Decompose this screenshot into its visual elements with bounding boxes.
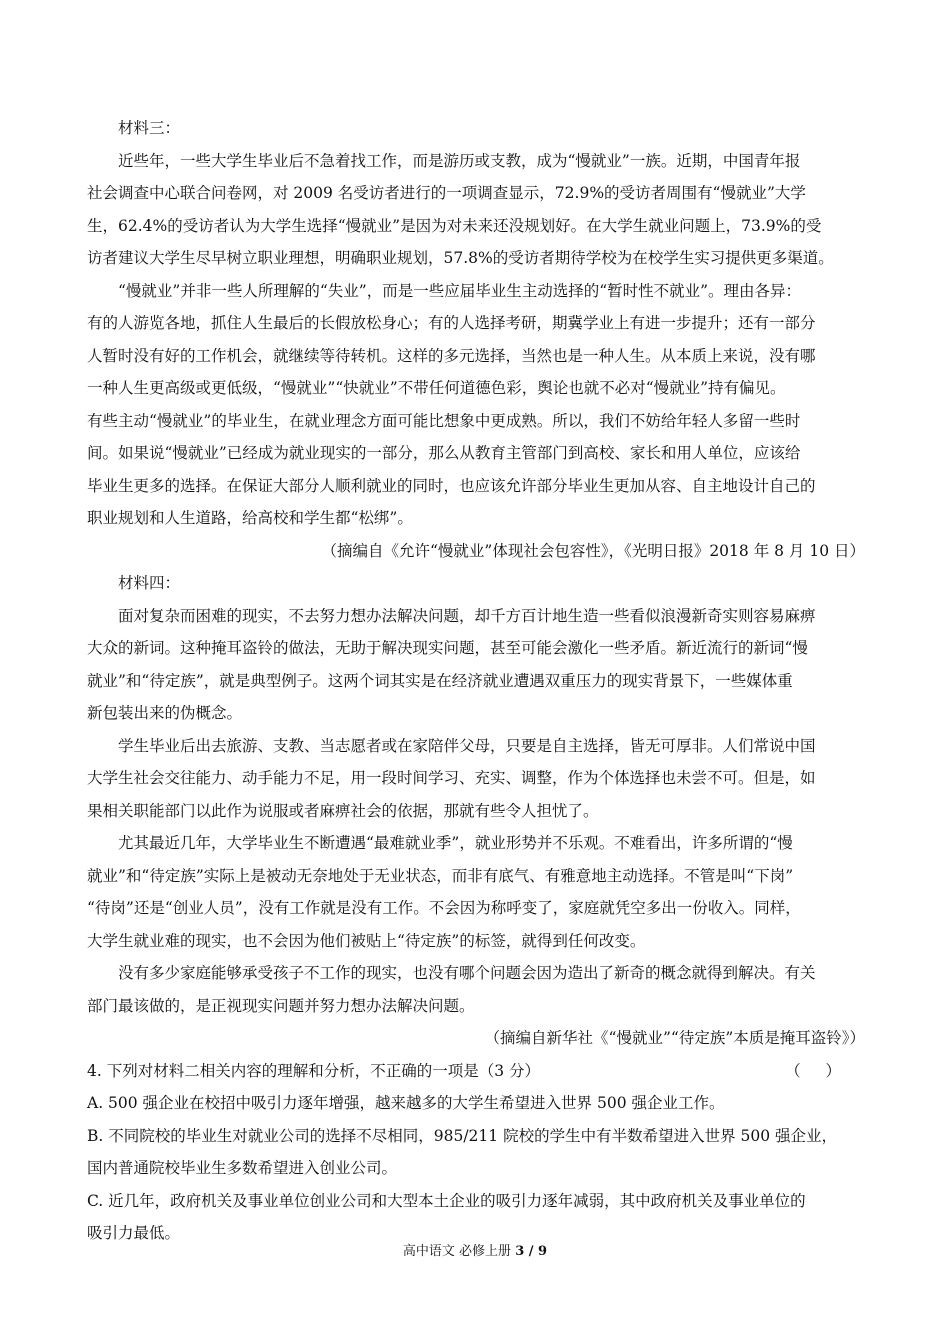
text-line: 吸引力最低。 [87, 1224, 181, 1242]
text-line: 社会调查中心联合问卷网，对 2009 名受访者进行的一项调查显示，72.9%的受访者周围有“慢就业”大学 [87, 184, 806, 202]
text-line: 没有多少家庭能够承受孩子不工作的现实，也没有哪个问题会因为造出了新奇的概念就得到解决。有关 [118, 964, 816, 982]
text-line: 访者建议大学生尽早树立职业理想，明确职业规划，57.8%的受访者期待学校为在校学生实习提供更多渠道。 [87, 249, 834, 267]
text-line: C. 近几年，政府机关及事业单位创业公司和大型本土企业的吸引力逐年减弱，其中政府机关及事业单位的 [87, 1191, 806, 1210]
material3-paragraph-2 [87, 275, 865, 535]
text-line: 职业规划和人生道路，给高校和学生都“松绑”。 [87, 509, 413, 527]
text-line: 尤其最近几年，大学毕业生不断遭遇“最难就业季”，就业形势并不乐观。不难看出，许多所谓的“慢 [118, 834, 793, 852]
footer-page-number: 3 / 9 [515, 1244, 548, 1259]
material4-source: （摘编自新华社《“慢就业”“待定族”本质是掩耳盗铃》） [484, 1029, 865, 1047]
material4-paragraph-4 [87, 957, 865, 1022]
page-footer [0, 1240, 950, 1259]
text-line: 近些年，一些大学生毕业后不急着找工作，而是游历或支教，成为“慢就业”一族。近期，中国青年报 [118, 151, 801, 170]
text-line: 大学生社会交往能力、动手能力不足，用一段时间学习、充实、调整，作为个体选择也未尝不可。但是，如 [87, 769, 816, 787]
text-line: “待岗”还是“创业人员”，没有工作就是没有工作。不会因为称呼变了，家庭就凭空多出一份收入。同样， [87, 899, 801, 917]
text-line: 国内普通院校毕业生多数希望进入创业公司。 [87, 1159, 398, 1177]
material4-paragraph-3 [87, 827, 865, 957]
option-b [87, 1120, 865, 1185]
question-4-stem-row [87, 1055, 865, 1088]
text-line: 有的人游览各地，抓住人生最后的长假放松身心；有的人选择考研，期冀学业上有进一步提升；还有一部分 [87, 314, 816, 332]
text-line: 面对复杂而困难的现实，不去努力想办法解决问题，却千方百计地生造一些看似浪漫新奇实则容易麻痹 [118, 606, 816, 625]
text-line: A. 500 强企业在校招中吸引力逐年增强，越来越多的大学生希望进入世界 500 强企业工作。 [87, 1094, 725, 1112]
text-line: 大众的新词。这种掩耳盗铃的做法，无助于解决现实问题，甚至可能会激化一些矛盾。新近流行的新词“慢 [87, 639, 808, 657]
text-line: 有些主动“慢就业”的毕业生，在就业理念方面可能比想象中更成熟。所以，我们不妨给年轻人多留一些时 [87, 411, 801, 430]
text-line: 就业”和“待定族”实际上是被动无奈地处于无业状态，而非有底气、有雅意地主动选择。不管是叫“下岗” [87, 866, 794, 885]
text-line: 间。如果说“慢就业”已经成为就业现实的一部分，那么从教育主管部门到高校、家长和用人单位，应该给 [87, 444, 801, 462]
text-line: 大学生就业难的现实，也不会因为他们被贴上“待定族”的标签，就得到任何改变。 [87, 931, 646, 950]
text-line: 生，62.4%的受访者认为大学生选择“慢就业”是因为对未来还没规划好。在大学生就业问题上，73.9%的受 [87, 216, 822, 235]
text-line: 一种人生更高级或更低级，“慢就业”“快就业”不带任何道德色彩，舆论也就不必对“慢就业”持有偏见。 [87, 379, 786, 397]
text-line: 就业”和“待定族”，就是典型例子。这两个词其实是在经济就业遭遇双重压力的现实背景下，一些媒体重 [87, 671, 793, 690]
answer-blank: （ ） [785, 1061, 851, 1080]
question-4-stem: 4. 下列对材料二相关内容的理解和分析，不正确的一项是（3 分） [87, 1061, 541, 1080]
material4-heading: 材料四： [118, 574, 181, 592]
text-line: B. 不同院校的毕业生对就业公司的选择不尽相同，985/211 院校的学生中有半数希望进入世界 500 强企业， [87, 1126, 838, 1145]
material3-paragraph-1 [87, 145, 865, 275]
option-a [87, 1087, 865, 1120]
text-line: 果相关职能部门以此作为说服或者麻痹社会的依据，那就有些令人担忧了。 [87, 801, 599, 820]
text-line: 部门最该做的，是正视现实问题并努力想办法解决问题。 [87, 996, 475, 1015]
material3-source: （摘编自《允许“慢就业”体现社会包容性》，《光明日报》2018 年 8 月 10 日） [321, 541, 865, 560]
text-line: 新包装出来的伪概念。 [87, 704, 243, 722]
text-line: 学生毕业后出去旅游、支教、当志愿者或在家陪伴父母，只要是自主选择，皆无可厚非。人们常说中国 [118, 736, 816, 755]
text-line: “慢就业”并非一些人所理解的“失业”，而是一些应届毕业生主动选择的“暂时性不就业”。理由各异： [118, 281, 802, 300]
page-content [87, 112, 865, 1250]
text-line: 人暂时没有好的工作机会，就继续等待转机。这样的多元选择，当然也是一种人生。从本质上来说，没有哪 [87, 346, 816, 365]
material4-paragraph-1 [87, 600, 865, 730]
material3-heading: 材料三： [118, 119, 181, 137]
footer-course: 高中语文 必修上册 [402, 1244, 512, 1259]
material4-paragraph-2 [87, 730, 865, 828]
text-line: 毕业生更多的选择。在保证大部分人顺利就业的同时，也应该允许部分毕业生更加从容、自主地设计自己的 [87, 476, 816, 495]
